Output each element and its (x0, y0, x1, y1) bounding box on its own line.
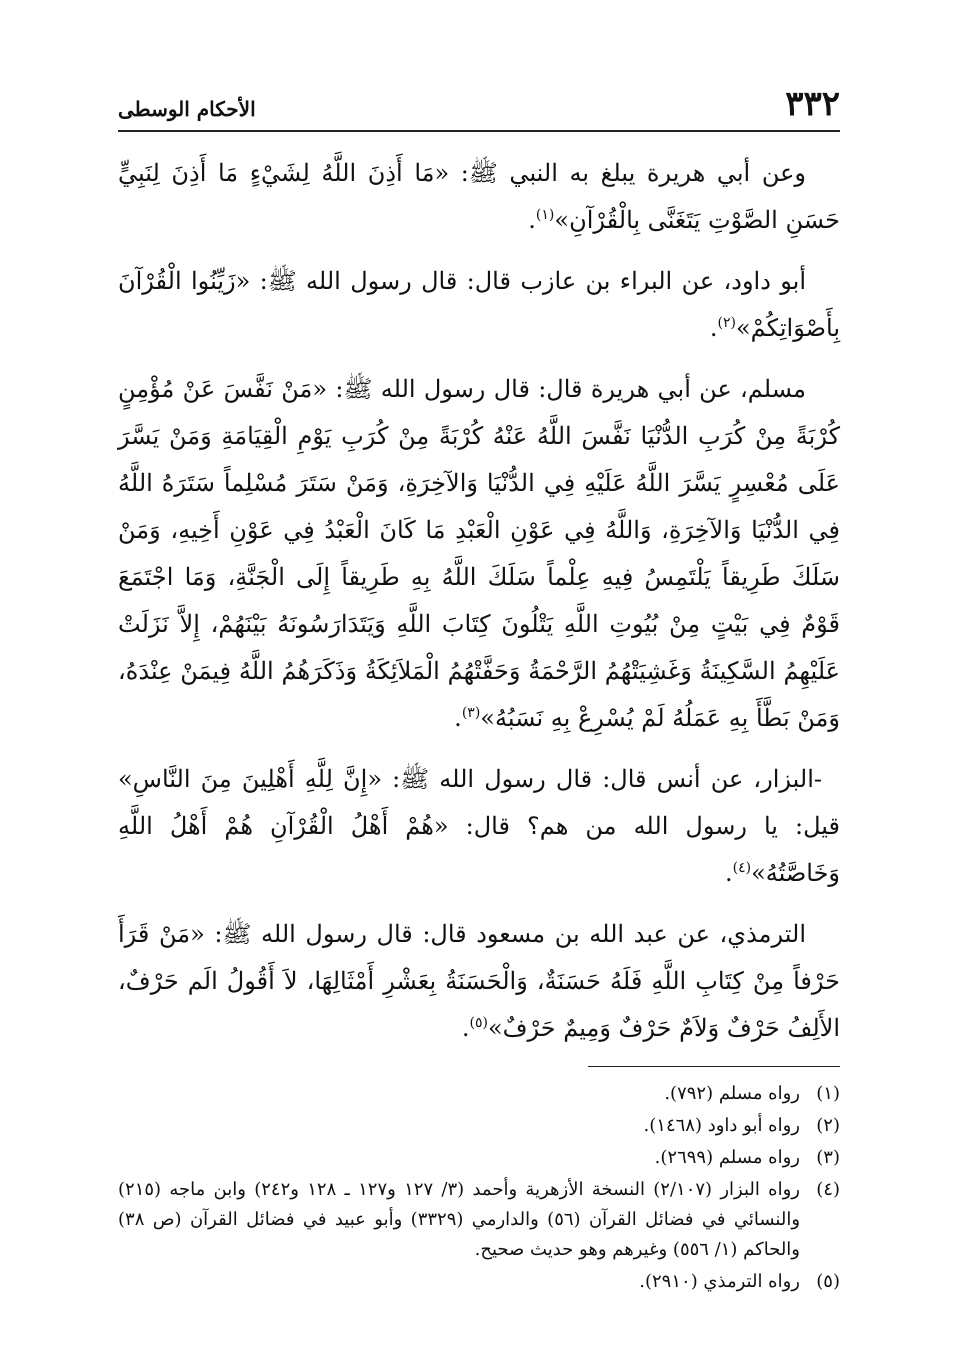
paragraph-text: مسلم، عن أبي هريرة قال: قال رسول الله ﷺ: «مَنْ نَفَّسَ عَنْ مُؤْمِنٍ كُرْبَةً مِنْ كُرَبِ الدُّنْيَا نَفَّسَ اللَّهُ عَنْهُ كُرْبَةً مِنْ كُرَبِ يَوْمِ الْقِيَامَةِ وَمَنْ يَسَّرَ عَلَى مُعْسِرٍ يَسَّرَ اللَّهُ عَلَيْهِ فِي الدُّنْيَا وَالآخِرَةِ، وَمَنْ سَتَرَ مُسْلِماً سَتَرَهُ اللَّهُ فِي الدُّنْيَا وَالآخِرَةِ، وَاللَّهُ فِي عَوْنِ الْعَبْدِ مَا كَانَ الْعَبْدُ فِي عَوْنِ أَخِيهِ، وَمَنْ سَلَكَ طَرِيقاً يَلْتَمِسُ فِيهِ عِلْماً سَلَكَ اللَّهُ بِهِ طَرِيقاً إِلَى الْجَنَّةِ، وَمَا اجْتَمَعَ قَوْمٌ فِي بَيْتٍ مِنْ بُيُوتِ اللَّهِ يَتْلُونَ كِتَابَ اللَّهِ وَيَتَدَارَسُونَهُ بَيْنَهُمْ، إِلاَّ نَزَلَتْ عَلَيْهِمُ السَّكِينَةُ وَغَشِيَتْهُمُ الرَّحْمَةُ وَحَفَّتْهُمُ الْمَلاَئِكَةُ وَذَكَرَهُمُ اللَّهُ فِيمَنْ عِنْدَهُ، وَمَنْ بَطَّأَ بِهِ عَمَلُهُ لَمْ يُسْرِعْ بِهِ نَسَبُهُ» (118, 375, 840, 732)
paragraph-end: . (454, 704, 462, 732)
paragraph-text: الترمذي، عن عبد الله بن مسعود قال: قال رسول الله ﷺ: «مَنْ قَرَأَ حَرْفاً مِنْ كِتَابِ اللَّهِ فَلَهُ حَسَنَةٌ، وَالْحَسَنَةُ بِعَشْرِ أَمْثَالِهَا، لاَ أَقُولُ الَم حَرْفٌ، الأَلِفُ حَرْفٌ وَلاَمٌ حَرْفٌ وَمِيمٌ حَرْفٌ» (118, 920, 840, 1042)
footnote-text: رواه أبو داود (١٤٦٨). (643, 1115, 800, 1136)
footnote-reference: (٢) (717, 315, 736, 331)
footnote-item (118, 1143, 840, 1173)
hadith-paragraph (118, 911, 840, 1052)
footnote-number: (١) (816, 1083, 840, 1104)
hadith-paragraph (118, 756, 840, 897)
page-number: ٣٣٢ (785, 84, 840, 124)
footnote-item (118, 1175, 840, 1265)
paragraph-text: -البزار، عن أنس قال: قال رسول الله ﷺ: «إِنَّ لِلَّهِ أَهْلِينَ مِنَ النَّاسِ» قيل: يا رسول الله من هم؟ قال: «هُمْ أَهْلُ الْقُرْآنِ هُمْ أَهْلُ اللَّهِ وَخَاصَّتُهُ» (118, 765, 840, 887)
paragraph-text: أبو داود، عن البراء بن عازب قال: قال رسول الله ﷺ: «زَيِّنُوا الْقُرْآنَ بِأَصْوَاتِكُمْ» (118, 267, 840, 342)
main-text (118, 150, 840, 1052)
hadith-paragraph (118, 366, 840, 742)
hadith-paragraph (118, 150, 840, 244)
paragraph-text: وعن أبي هريرة يبلغ به النبي ﷺ: «مَا أَذِنَ اللَّهُ لِشَيْءٍ مَا أَذِنَ لِنَبِيٍّ حَسَنِ الصَّوْتِ يَتَغَنَّى بِالْقُرْآنِ» (118, 159, 840, 234)
footnote-number: (٥) (816, 1271, 840, 1292)
running-header (118, 80, 840, 132)
footnote-number: (٤) (816, 1179, 840, 1200)
paragraph-end: . (461, 1014, 470, 1042)
footnotes-section (118, 1079, 840, 1297)
footnote-item (118, 1111, 840, 1141)
book-title: الأحكام الوسطى (118, 97, 256, 121)
footnote-text: رواه مسلم (٢٦٩٩). (654, 1147, 800, 1168)
footnote-text: رواه الترمذي (٢٩١٠). (639, 1271, 800, 1292)
paragraph-end: . (709, 314, 718, 342)
paragraph-end: . (724, 859, 733, 887)
footnote-reference: (١) (535, 207, 555, 223)
paragraph-end: . (528, 206, 536, 234)
footnote-reference: (٣) (461, 705, 481, 721)
footnote-divider (588, 1066, 840, 1067)
footnote-text: رواه مسلم (٧٩٢). (664, 1083, 800, 1104)
footnote-reference: (٥) (469, 1015, 488, 1031)
footnote-item (118, 1079, 840, 1109)
document-page (118, 80, 840, 1317)
footnote-reference: (٤) (732, 860, 752, 876)
footnote-item (118, 1267, 840, 1297)
footnote-number: (٣) (816, 1147, 840, 1168)
footnote-number: (٢) (816, 1115, 840, 1136)
footnote-text: رواه البزار (٢/١٠٧) النسخة الأزهرية وأحمد (٣/ ١٢٧ و١٢٧ ـ ١٢٨ و٢٤٢) وابن ماجه (٢١٥) والنسائي في فضائل القرآن (٥٦) والدارمي (٣٣٢٩) وأبو عبيد في فضائل القرآن (ص ٣٨) والحاكم (١/ ٥٥٦) وغيرهم وهو حديث صحيح. (118, 1179, 801, 1260)
hadith-paragraph (118, 258, 840, 352)
